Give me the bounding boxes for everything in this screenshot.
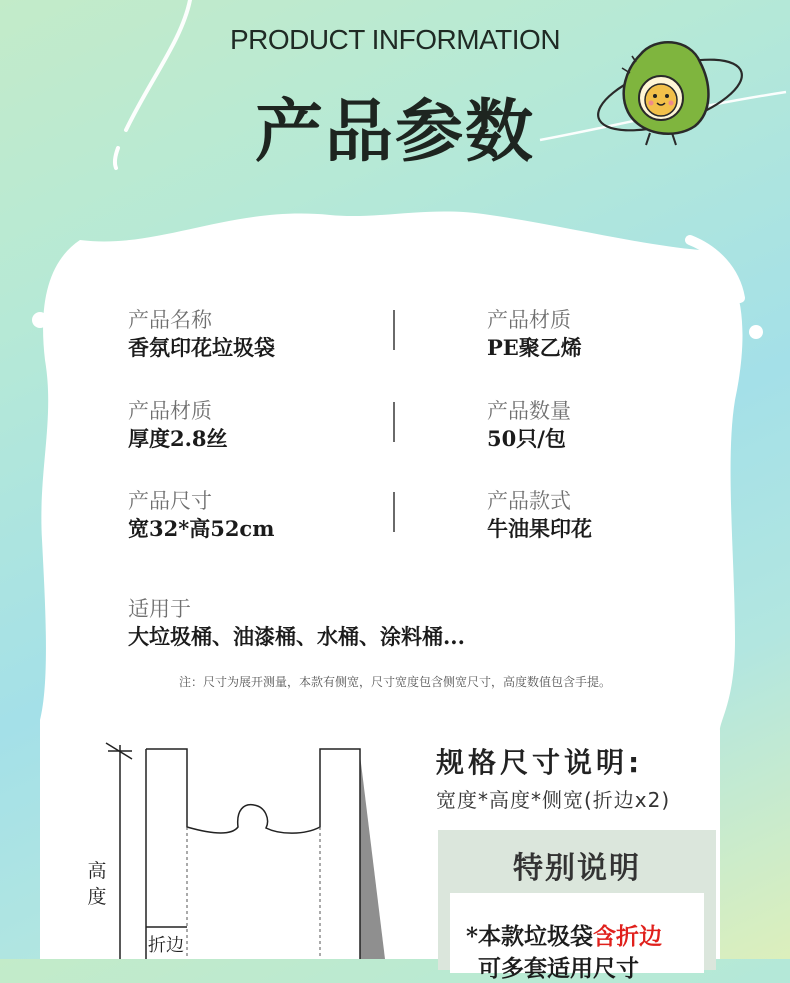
divider	[393, 310, 395, 350]
divider	[393, 492, 395, 532]
measurement-note: 注：尺寸为展开测量，本款有侧宽，尺寸宽度包含侧宽尺寸，高度数值包含手提。	[178, 675, 611, 689]
product-material-value: PE聚乙烯	[487, 335, 582, 360]
product-name-value: 香氛印花垃圾袋	[128, 335, 275, 360]
spec-subtitle: 宽度*高度*侧宽(折边x2)	[436, 788, 671, 812]
product-size-label: 产品尺寸	[128, 489, 212, 513]
spec-title: 规格尺寸说明:	[436, 746, 644, 779]
product-quantity-label: 产品数量	[487, 399, 571, 423]
title-chinese: 产品参数	[254, 93, 535, 172]
product-name-label: 产品名称	[128, 308, 212, 332]
product-thickness-value: 厚度2.8丝	[128, 426, 228, 451]
bag-dimension-diagram	[0, 735, 420, 959]
product-style-value: 牛油果印花	[487, 516, 592, 541]
product-quantity-value: 50只/包	[487, 426, 566, 451]
product-size-value: 宽32*高52cm	[128, 516, 275, 541]
product-style-label: 产品款式	[487, 489, 571, 513]
usage-label: 适用于	[128, 597, 191, 621]
divider	[393, 402, 395, 442]
special-note-title: 特别说明	[513, 851, 641, 886]
special-note-line2: 可多套适用尺寸	[478, 955, 639, 982]
title-english: PRODUCT INFORMATION	[229, 24, 561, 55]
special-note-highlight: 含折边	[593, 923, 663, 950]
special-note-line1	[466, 918, 662, 951]
special-note-prefix: *本款垃圾袋	[466, 923, 594, 950]
fold-label: 折边	[148, 935, 184, 956]
product-thickness-label: 产品材质	[128, 399, 212, 423]
product-material-label: 产品材质	[487, 308, 571, 332]
usage-value: 大垃圾桶、油漆桶、水桶、涂料桶...	[128, 624, 465, 649]
height-label: 高度	[87, 860, 107, 908]
